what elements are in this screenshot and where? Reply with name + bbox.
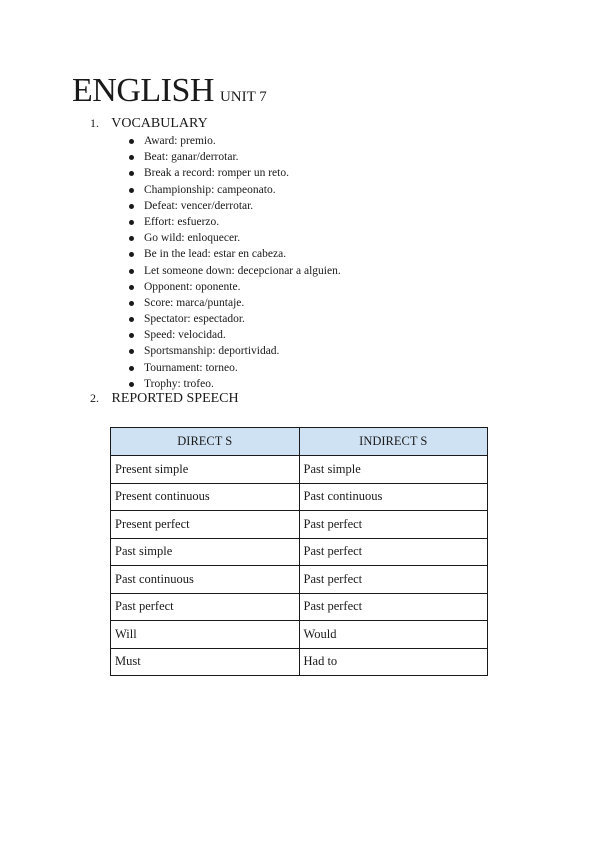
list-item: Championship: campeonato. (128, 182, 341, 198)
reported-speech-table (110, 427, 488, 676)
list-item: Sportsmanship: deportividad. (128, 343, 341, 359)
section-reported-speech-heading (90, 391, 239, 407)
section-number: 1. (90, 116, 99, 130)
section-heading: VOCABULARY (111, 116, 208, 131)
table-cell: Past perfect (299, 538, 488, 566)
list-item: Defeat: vencer/derrotar. (128, 198, 341, 214)
table-cell: Past perfect (299, 511, 488, 539)
table-cell: Past simple (299, 456, 488, 484)
table-row (111, 593, 488, 621)
column-header-indirect: INDIRECT S (299, 428, 488, 456)
table-cell: Past perfect (299, 566, 488, 594)
table-row (111, 648, 488, 676)
table-row (111, 483, 488, 511)
list-item: Score: marca/puntaje. (128, 295, 341, 311)
table-cell: Will (111, 621, 300, 649)
table-row (111, 456, 488, 484)
section-heading: REPORTED SPEECH (111, 391, 239, 406)
document-title (72, 72, 267, 110)
table-cell: Past perfect (299, 593, 488, 621)
title-subtitle: UNIT 7 (219, 89, 267, 105)
column-header-direct: DIRECT S (111, 428, 300, 456)
table-row (111, 621, 488, 649)
list-item: Be in the lead: estar en cabeza. (128, 246, 341, 262)
list-item: Opponent: oponente. (128, 279, 341, 295)
list-item: Tournament: torneo. (128, 360, 341, 376)
table-cell: Had to (299, 648, 488, 676)
table-cell: Would (299, 621, 488, 649)
section-number: 2. (90, 391, 99, 405)
table-row (111, 566, 488, 594)
table-row (111, 511, 488, 539)
list-item: Trophy: trofeo. (128, 376, 341, 392)
list-item: Spectator: espectador. (128, 311, 341, 327)
list-item: Beat: ganar/derrotar. (128, 149, 341, 165)
list-item: Effort: esfuerzo. (128, 214, 341, 230)
table-cell: Past continuous (111, 566, 300, 594)
table-cell: Past perfect (111, 593, 300, 621)
list-item: Let someone down: decepcionar a alguien. (128, 263, 341, 279)
list-item: Award: premio. (128, 133, 341, 149)
vocabulary-list (128, 133, 341, 392)
table-cell: Must (111, 648, 300, 676)
table-cell: Present perfect (111, 511, 300, 539)
table-cell: Present continuous (111, 483, 300, 511)
table-cell: Past simple (111, 538, 300, 566)
table-cell: Past continuous (299, 483, 488, 511)
table-header-row (111, 428, 488, 456)
section-vocabulary-heading (90, 116, 208, 132)
table-row (111, 538, 488, 566)
list-item: Speed: velocidad. (128, 327, 341, 343)
list-item: Go wild: enloquecer. (128, 230, 341, 246)
table-cell: Present simple (111, 456, 300, 484)
title-main: ENGLISH (72, 72, 214, 109)
list-item: Break a record: romper un reto. (128, 165, 341, 181)
